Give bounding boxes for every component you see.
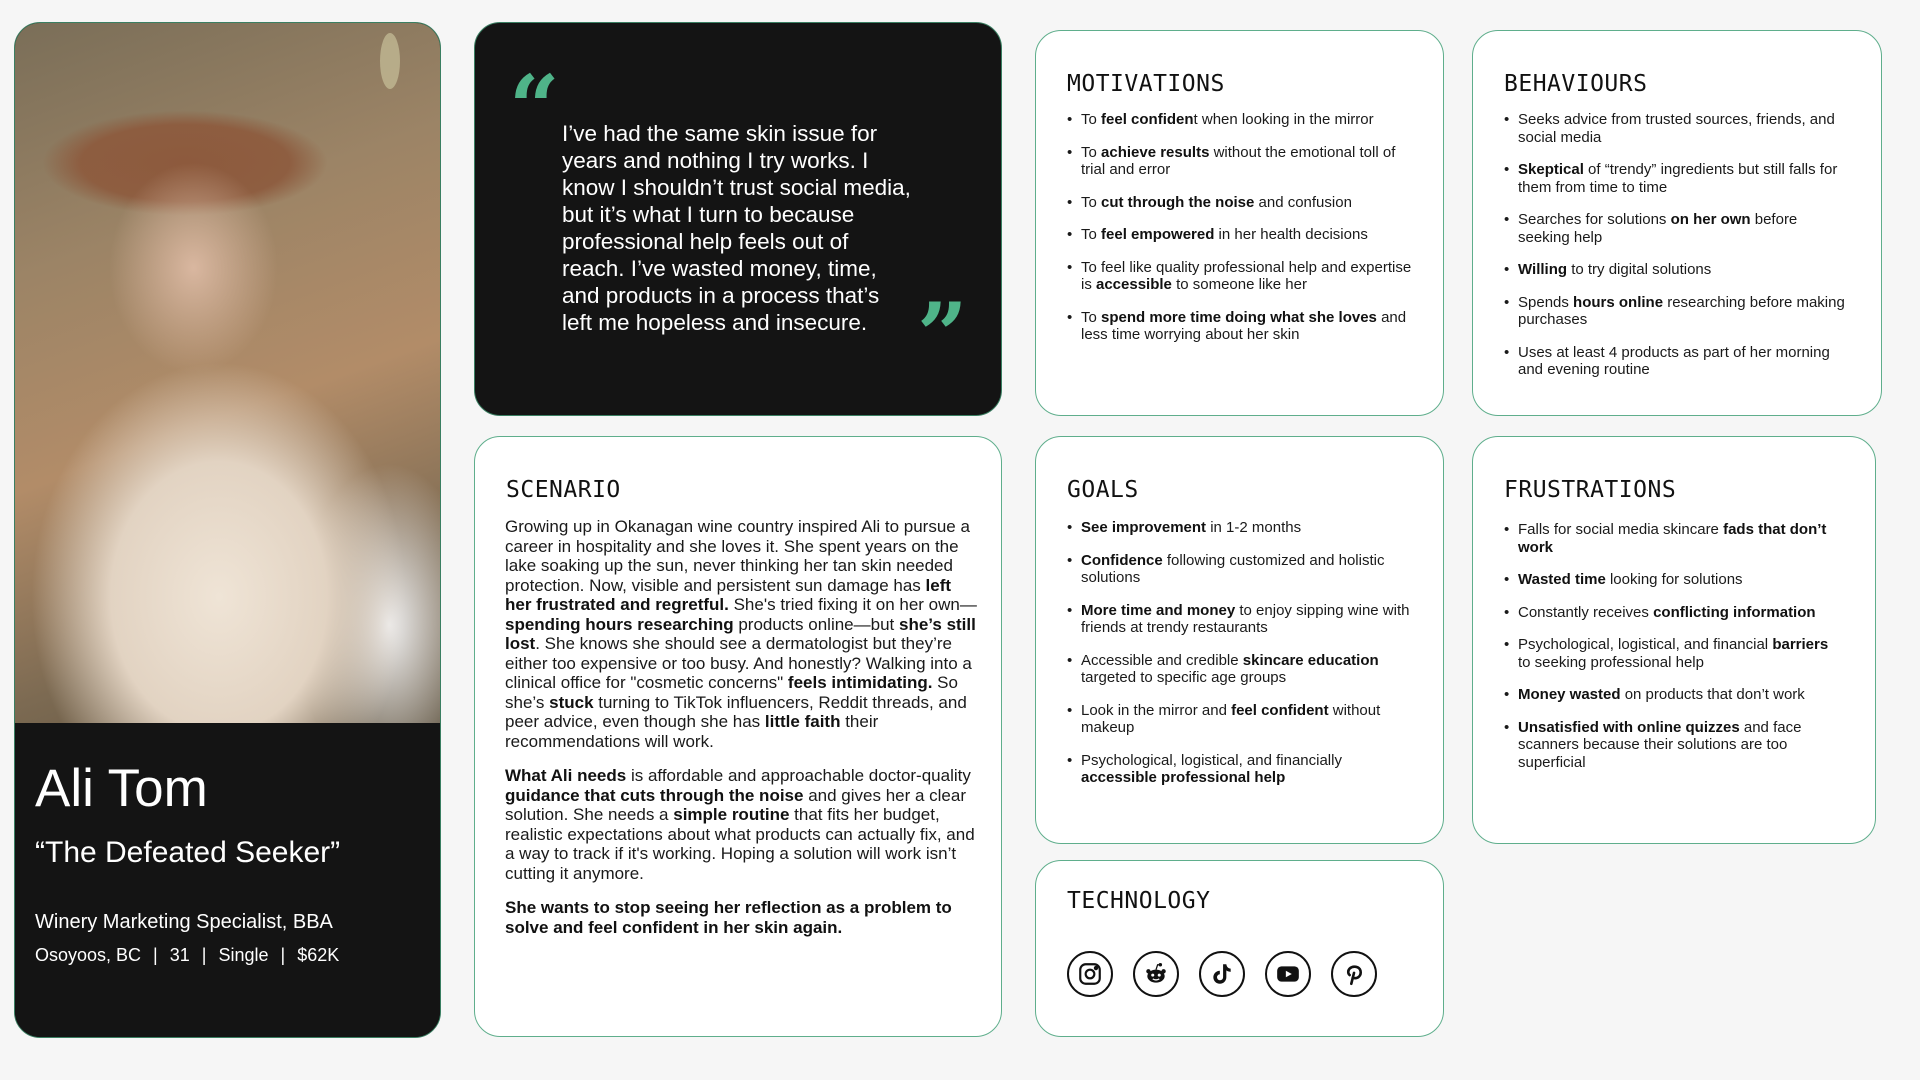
body-text: To bbox=[1081, 111, 1102, 128]
emphasis-text: accessible professional help bbox=[1081, 769, 1286, 786]
body-text: in her health decisions bbox=[1214, 226, 1368, 243]
demographic-status: Single bbox=[218, 945, 269, 965]
body-text: in 1-2 months bbox=[1206, 519, 1302, 536]
scenario-body bbox=[505, 517, 980, 952]
emphasis-text: feel confident bbox=[1231, 701, 1329, 719]
body-text: targeted to specific age groups bbox=[1081, 669, 1287, 686]
body-text: Searches for solutions bbox=[1518, 211, 1671, 228]
body-text: without the emotional toll of trial and error bbox=[1081, 143, 1396, 178]
frustrations-list bbox=[1504, 521, 1844, 786]
body-text: before seeking help bbox=[1518, 211, 1798, 246]
separator: | bbox=[201, 945, 207, 965]
body-text: . She knows she should see a dermatologist but they’re either too expensive or too busy. And honestly? Walking into a clinical office for "cosmetic concerns" bbox=[505, 634, 972, 692]
scenario-paragraph bbox=[505, 517, 980, 751]
body-text: and confusion bbox=[1254, 193, 1352, 211]
body-text: Spends bbox=[1518, 293, 1574, 311]
emphasis-text: accessible bbox=[1096, 276, 1172, 293]
list-item bbox=[1504, 604, 1844, 622]
list-item bbox=[1067, 111, 1412, 129]
emphasis-text: Willing bbox=[1518, 261, 1568, 278]
emphasis-text: on her own bbox=[1670, 211, 1751, 228]
reddit-icon[interactable] bbox=[1133, 951, 1179, 997]
close-quote-icon: ” bbox=[917, 283, 968, 387]
body-text: t when looking in the mirror bbox=[1193, 111, 1374, 128]
quote-text: I’ve had the same skin issue for years and nothing I try works. I know I shouldn’t trust social media, but it’s what I turn to because professional help feels out of reach. I’ve wasted money, time, and products in a process that’s left me hopeless and insecure. bbox=[562, 121, 911, 335]
body-text: products online—but bbox=[733, 614, 899, 634]
body-text: Psychological, logistical, and financially bbox=[1081, 751, 1342, 769]
section-title: TECHNOLOGY bbox=[1067, 888, 1211, 914]
emphasis-text: Confidence bbox=[1081, 551, 1163, 569]
persona-demographics bbox=[35, 945, 339, 966]
tiktok-icon[interactable] bbox=[1199, 951, 1245, 997]
body-text: Growing up in Okanagan wine country inspired Ali to pursue a career in hospitality and she loves it. She spent years on the lake soaking up the sun, never thinking her tan skin needed protection. Now, visible and persistent sun damage has bbox=[505, 517, 970, 595]
open-quote-icon: “ bbox=[509, 55, 560, 159]
body-text: researching before making purchases bbox=[1518, 293, 1845, 328]
body-text: of “trendy” ingredients but still falls for them from time to time bbox=[1518, 161, 1838, 196]
section-title: MOTIVATIONS bbox=[1067, 71, 1225, 97]
body-text: to try digital solutions bbox=[1567, 261, 1712, 278]
body-text: Uses at least 4 products as part of her morning and evening routine bbox=[1518, 343, 1830, 378]
list-item bbox=[1067, 144, 1412, 179]
demographic-income: $62K bbox=[297, 945, 340, 965]
list-item bbox=[1067, 519, 1412, 537]
emphasis-text: cut through the noise bbox=[1101, 193, 1255, 211]
list-item bbox=[1504, 161, 1849, 196]
body-text: to seeking professional help bbox=[1518, 653, 1704, 671]
instagram-icon[interactable] bbox=[1067, 951, 1113, 997]
list-item bbox=[1067, 552, 1412, 587]
list-item bbox=[1504, 344, 1849, 379]
body-text: To feel like quality professional help and expertise is bbox=[1081, 258, 1412, 293]
pinterest-icon[interactable] bbox=[1331, 951, 1377, 997]
emphasis-text: See improvement bbox=[1081, 519, 1207, 536]
emphasis-text: feels intimidating. bbox=[787, 673, 933, 692]
list-item bbox=[1504, 211, 1849, 246]
list-item bbox=[1067, 226, 1412, 244]
emphasis-text: little faith bbox=[764, 712, 841, 731]
section-title: GOALS bbox=[1067, 477, 1139, 503]
list-item bbox=[1067, 194, 1412, 212]
emphasis-text: stuck bbox=[549, 692, 594, 712]
emphasis-text: hours online bbox=[1573, 293, 1664, 311]
body-text: Accessible and credible bbox=[1081, 651, 1243, 669]
behaviours-card bbox=[1472, 30, 1882, 416]
separator: | bbox=[280, 945, 286, 965]
body-text: that fits her budget, realistic expectations about what products can actually fix, and a way to track if it's working. Hoping a solution will work isn’t cutting it anymore. bbox=[505, 805, 975, 883]
emphasis-text: conflicting information bbox=[1653, 603, 1816, 621]
quote-card bbox=[474, 22, 1002, 416]
goals-list bbox=[1067, 519, 1412, 802]
body-text: without makeup bbox=[1081, 701, 1381, 736]
list-item bbox=[1067, 752, 1412, 787]
separator: | bbox=[153, 945, 158, 965]
list-item bbox=[1504, 261, 1849, 279]
body-text: To bbox=[1081, 193, 1102, 211]
body-text: turning to TikTok influencers, Reddit threads, and peer advice, even though she has bbox=[505, 692, 967, 731]
emphasis-text: guidance that cuts through the noise bbox=[505, 785, 804, 805]
body-text: She's tried fixing it on her own— bbox=[728, 595, 977, 614]
emphasis-text: achieve results bbox=[1101, 143, 1210, 161]
body-text: is affordable and approachable doctor-quality bbox=[626, 766, 971, 785]
emphasis-text: simple routine bbox=[673, 805, 790, 824]
body-text: to enjoy sipping wine with friends at trendy restaurants bbox=[1081, 601, 1410, 636]
body-text: Seeks advice from trusted sources, friends, and social media bbox=[1518, 111, 1835, 146]
body-text: So she’s bbox=[505, 673, 958, 712]
section-title: BEHAVIOURS bbox=[1504, 71, 1648, 97]
emphasis-text: She wants to stop seeing her reflection as a problem to solve and feel confident in her skin again. bbox=[505, 898, 952, 937]
list-item bbox=[1067, 259, 1412, 294]
emphasis-text: What Ali needs bbox=[505, 766, 627, 785]
emphasis-text: feel empowered bbox=[1101, 226, 1215, 243]
body-text: and face scanners because their solutions are too superficial bbox=[1518, 718, 1802, 771]
body-text: Falls for social media skincare bbox=[1518, 521, 1724, 538]
persona-nickname: “The Defeated Seeker” bbox=[35, 836, 341, 869]
body-text: and less time worrying about her skin bbox=[1081, 308, 1407, 343]
list-item bbox=[1504, 571, 1844, 589]
persona-occupation: Winery Marketing Specialist, BBA bbox=[35, 911, 333, 933]
list-item bbox=[1067, 652, 1412, 687]
photo-detail bbox=[380, 33, 400, 89]
list-item bbox=[1067, 602, 1412, 637]
body-text: Constantly receives bbox=[1518, 603, 1654, 621]
list-item bbox=[1504, 686, 1844, 704]
youtube-icon[interactable] bbox=[1265, 951, 1311, 997]
list-item bbox=[1067, 309, 1412, 344]
demographic-age: 31 bbox=[169, 945, 190, 965]
emphasis-text: she’s still lost bbox=[505, 614, 976, 653]
emphasis-text: Wasted time bbox=[1518, 571, 1606, 588]
scenario-card bbox=[474, 436, 1002, 1037]
technology-card bbox=[1035, 860, 1444, 1037]
emphasis-text: skincare education bbox=[1242, 651, 1379, 669]
emphasis-text: Money wasted bbox=[1518, 686, 1621, 703]
emphasis-text: left her frustrated and regretful. bbox=[505, 575, 952, 614]
profile-card bbox=[14, 22, 441, 1038]
body-text: looking for solutions bbox=[1605, 571, 1743, 588]
list-item bbox=[1504, 111, 1849, 146]
body-text: their recommendations will work. bbox=[505, 712, 879, 751]
emphasis-text: More time and money bbox=[1081, 601, 1236, 619]
list-item bbox=[1504, 636, 1844, 671]
demographic-location: Osoyoos, BC bbox=[35, 945, 142, 965]
body-text: on products that don’t work bbox=[1620, 686, 1805, 703]
section-title: SCENARIO bbox=[506, 477, 621, 503]
frustrations-card bbox=[1472, 436, 1876, 844]
persona-photo bbox=[15, 23, 440, 723]
list-item bbox=[1504, 521, 1844, 556]
section-title: FRUSTRATIONS bbox=[1504, 477, 1677, 503]
emphasis-text: spending hours researching bbox=[505, 614, 734, 634]
emphasis-text: spend more time doing what she loves bbox=[1101, 308, 1377, 326]
body-text: to someone like her bbox=[1171, 276, 1307, 293]
body-text: Look in the mirror and bbox=[1081, 701, 1232, 719]
body-text: Psychological, logistical, and financial bbox=[1518, 636, 1773, 653]
motivations-list bbox=[1067, 111, 1412, 359]
list-item bbox=[1504, 719, 1844, 772]
body-text: To bbox=[1081, 226, 1102, 243]
emphasis-text: fads that don’t work bbox=[1518, 521, 1827, 556]
body-text: and gives her a clear solution. She needs a bbox=[505, 785, 967, 824]
body-text: following customized and holistic solutions bbox=[1081, 551, 1385, 586]
behaviours-list bbox=[1504, 111, 1849, 394]
body-text: To bbox=[1081, 308, 1102, 326]
persona-name: Ali Tom bbox=[35, 759, 208, 818]
emphasis-text: Unsatisfied with online quizzes bbox=[1518, 718, 1740, 736]
social-icons bbox=[1067, 951, 1377, 997]
list-item bbox=[1504, 294, 1849, 329]
goals-card bbox=[1035, 436, 1444, 844]
emphasis-text: barriers bbox=[1772, 636, 1829, 653]
emphasis-text: feel confiden bbox=[1101, 111, 1194, 128]
motivations-card bbox=[1035, 30, 1444, 416]
emphasis-text: Skeptical bbox=[1518, 161, 1584, 178]
list-item bbox=[1067, 702, 1412, 737]
body-text: To bbox=[1081, 143, 1102, 161]
scenario-paragraph bbox=[505, 766, 980, 883]
scenario-paragraph bbox=[505, 898, 980, 937]
